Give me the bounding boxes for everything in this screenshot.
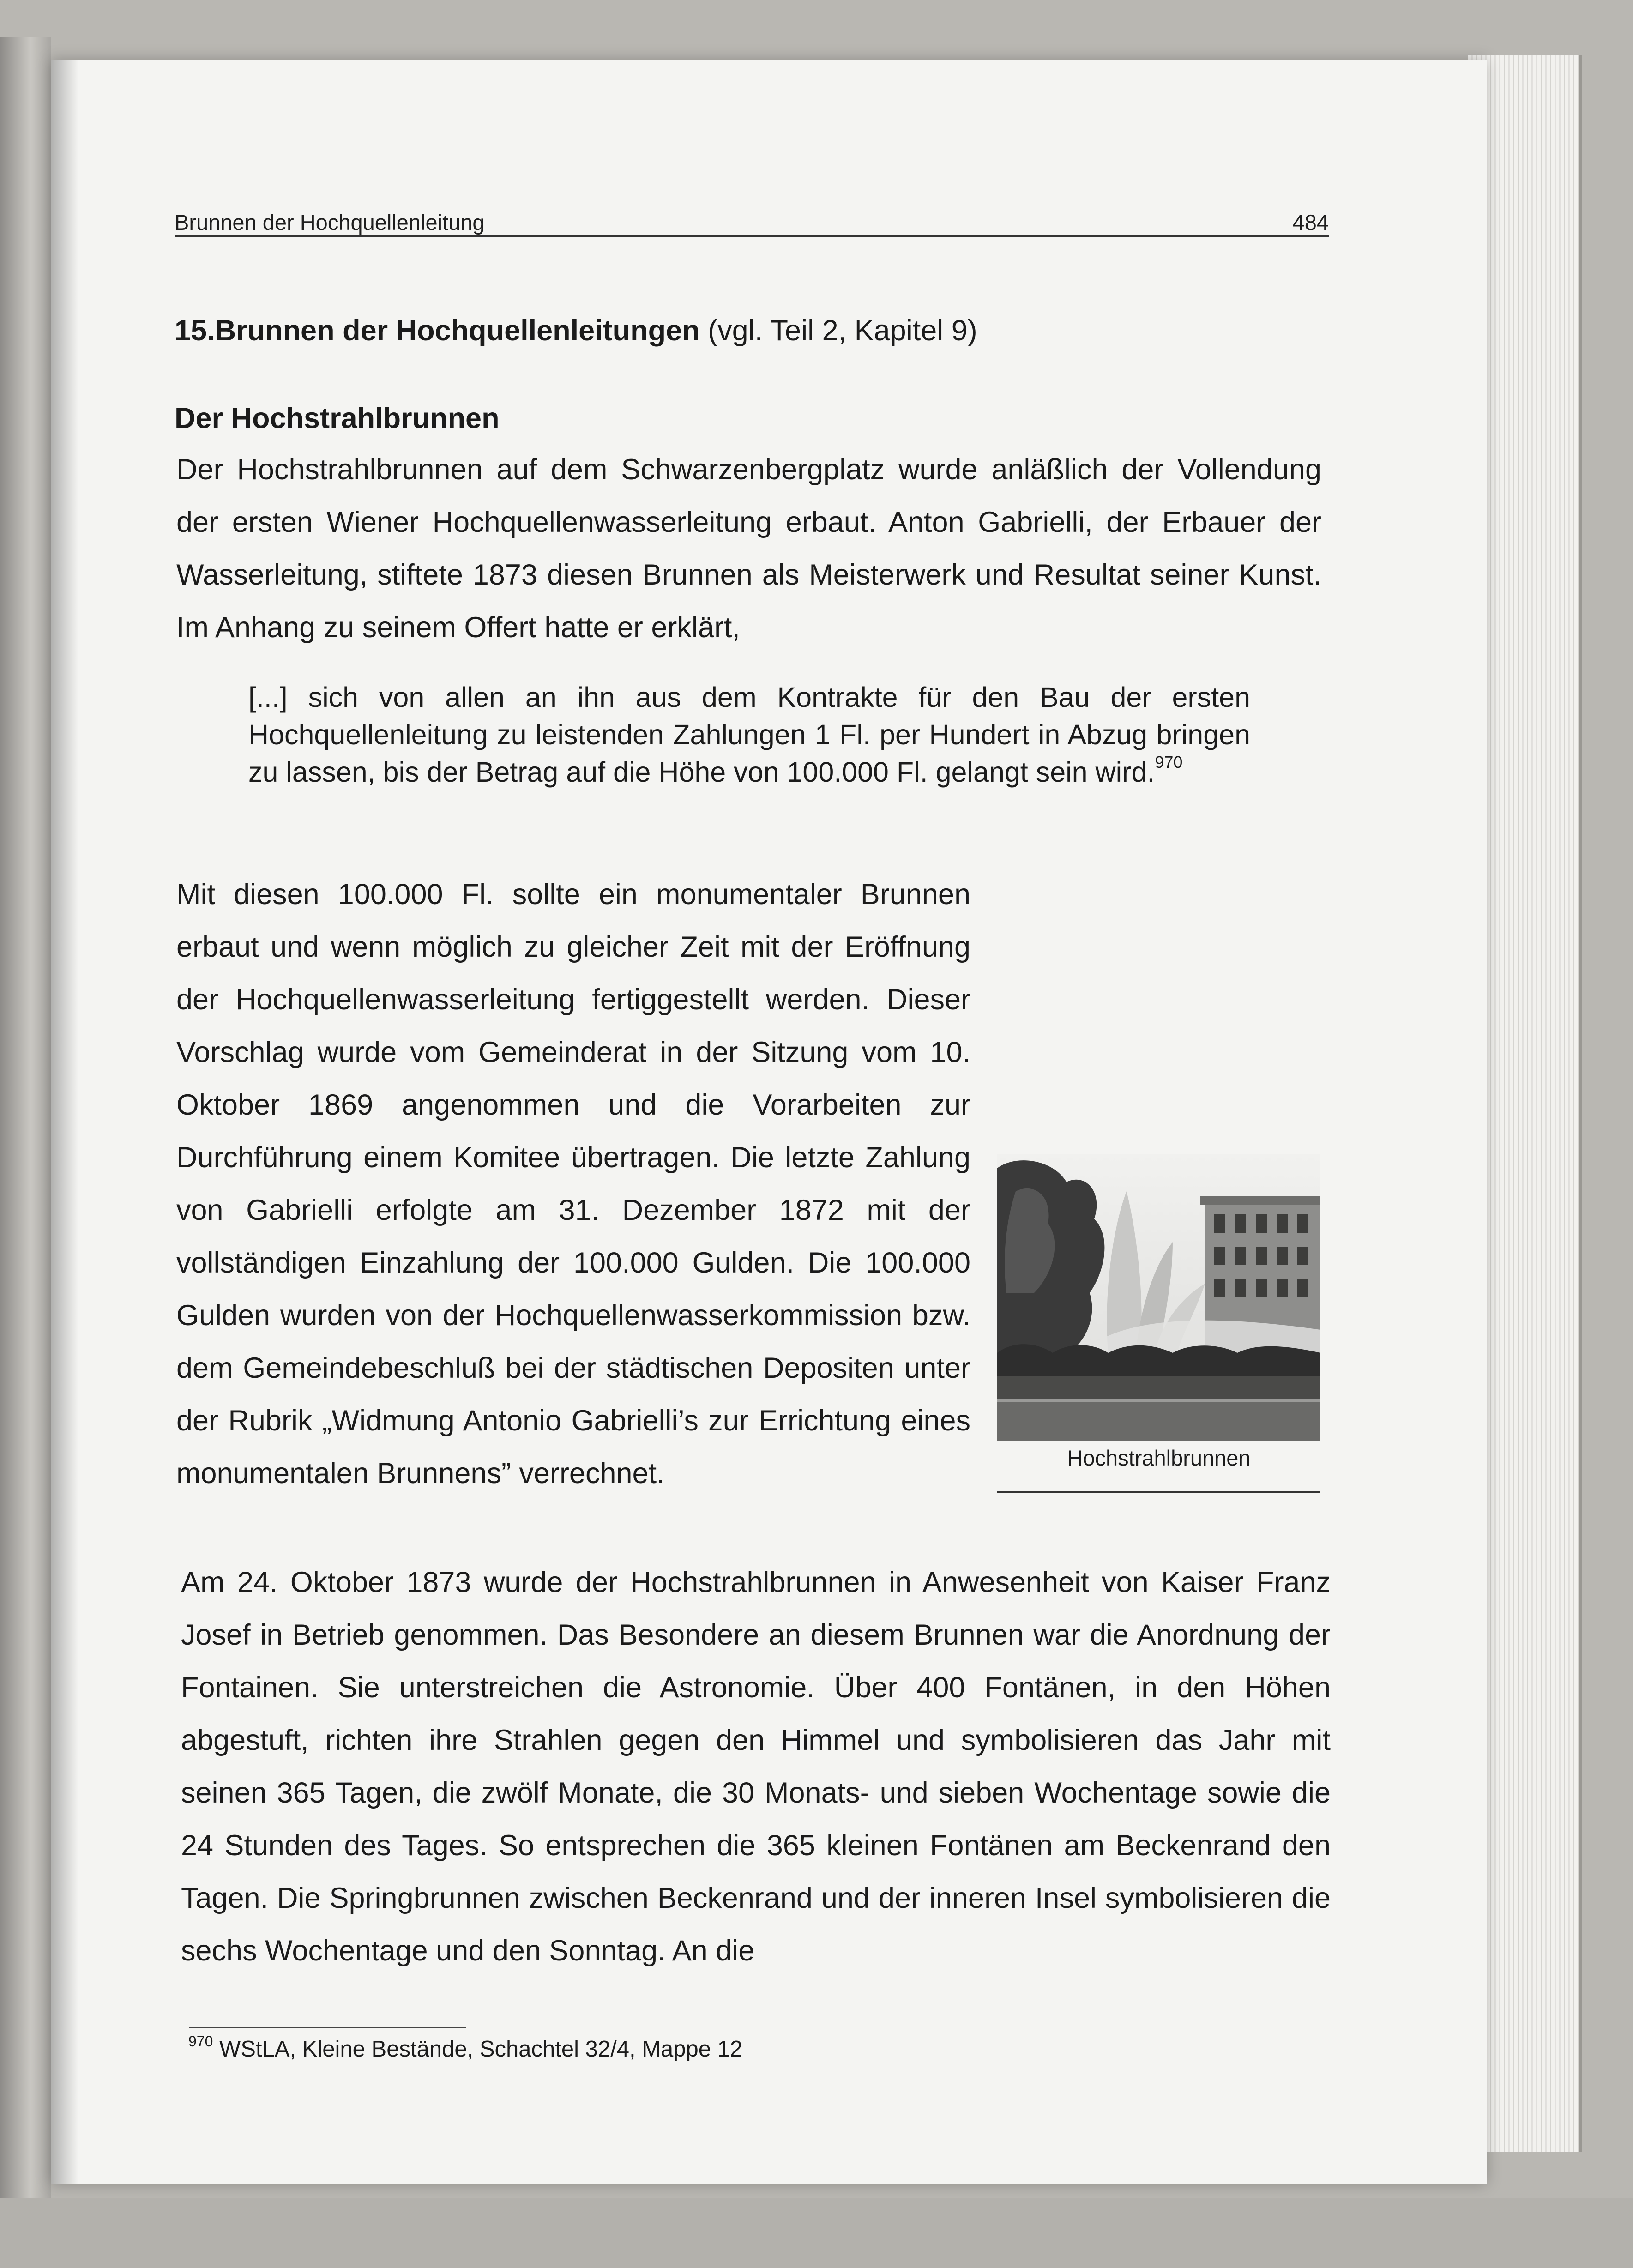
- running-head-title: Brunnen der Hochquellenleitung: [175, 210, 485, 235]
- quote-text: [...] sich von allen an ihn aus dem Kontrakte für den Bau der ersten Hochquellenleitung zu leistenden Zahlungen 1 Fl. per Hundert in Abzug bringen zu lassen, bis der Betrag auf die Höhe von 100.000 Fl. gelangt sein wird.: [248, 682, 1250, 788]
- fountain-photo: [997, 1154, 1320, 1441]
- chapter-number: 15.: [175, 314, 215, 347]
- caption-rule: [997, 1491, 1320, 1493]
- paragraph-2: Mit diesen 100.000 Fl. sollte ein monumentaler Brunnen erbaut und wenn möglich zu gleicher Zeit mit der Eröffnung der Hochquellenwasserleitung fertiggestellt werden. Dieser Vorschlag wurde vom Gemeinderat in der Sitzung vom 10. Oktober 1869 angenommen und die Vorarbeiten zur Durchführung einem Komitee übertragen. Die letzte Zahlung von Gabrielli erfolgte am 31. Dezember 1872 mit der vollständigen Einzahlung der 100.000 Gulden. Die 100.000 Gulden wurden von der Hochquellenwasserkommission bzw. dem Gemeindebeschluß bei der städtischen Depositen unter der Rubrik „Widmung Antonio Gabrielli’s zur Errichtung eines monumentalen Brunnens” verrechnet.: [176, 878, 970, 1490]
- figure-caption: Hochstrahlbrunnen: [1067, 1446, 1251, 1470]
- figure-hochstrahlbrunnen: [997, 1154, 1320, 1441]
- paragraph-3: Am 24. Oktober 1873 wurde der Hochstrahlbrunnen in Anwesenheit von Kaiser Franz Josef in Betrieb genommen. Das Besondere an diesem Brunnen war die Anordnung der Fontainen. Sie unterstreichen die Astronomie. Über 400 Fontänen, in den Höhen abgestuft, richten ihre Strahlen gegen den Himmel und symbolisieren das Jahr mit seinen 365 Tagen, die zwölf Monate, die 30 Monats- und sieben Wochentage sowie die 24 Stunden des Tages. So entsprechen die 365 kleinen Fontänen am Beckenrand den Tagen. Die Springbrunnen zwischen Beckenrand und der inneren Insel symbolisieren die sechs Wochentage und den Sonntag. An die: [181, 1566, 1331, 1967]
- footnote-number: 970: [188, 2033, 213, 2050]
- chapter-reference: (vgl. Teil 2, Kapitel 9): [699, 314, 977, 347]
- block-quote: [248, 679, 1250, 791]
- footnote-text: WStLA, Kleine Bestände, Schachtel 32/4, Mappe 12: [213, 2037, 743, 2062]
- page-number: 484: [1292, 210, 1329, 235]
- scan-bottom-strip: [0, 2198, 1633, 2268]
- running-head: [175, 203, 1329, 237]
- footnote: [188, 2033, 743, 2062]
- paragraph-1: Der Hochstrahlbrunnen auf dem Schwarzenbergplatz wurde anläßlich der Vollendung der ersten Wiener Hochquellenwasserleitung erbaut. Anton Gabrielli, der Erbauer der Wasserleitung, stiftete 1873 diesen Brunnen als Meisterwerk und Resultat seiner Kunst. Im Anhang zu seinem Offert hatte er erklärt,: [176, 453, 1321, 644]
- footnote-rule: [189, 2027, 466, 2028]
- binding-shadow: [51, 60, 78, 2184]
- quote-footnote-ref: 970: [1155, 753, 1183, 772]
- left-page-edge: [0, 37, 51, 2198]
- chapter-title: Brunnen der Hochquellenleitungen: [215, 314, 700, 347]
- section-heading: Der Hochstrahlbrunnen: [175, 402, 500, 434]
- chapter-heading: [175, 314, 1329, 347]
